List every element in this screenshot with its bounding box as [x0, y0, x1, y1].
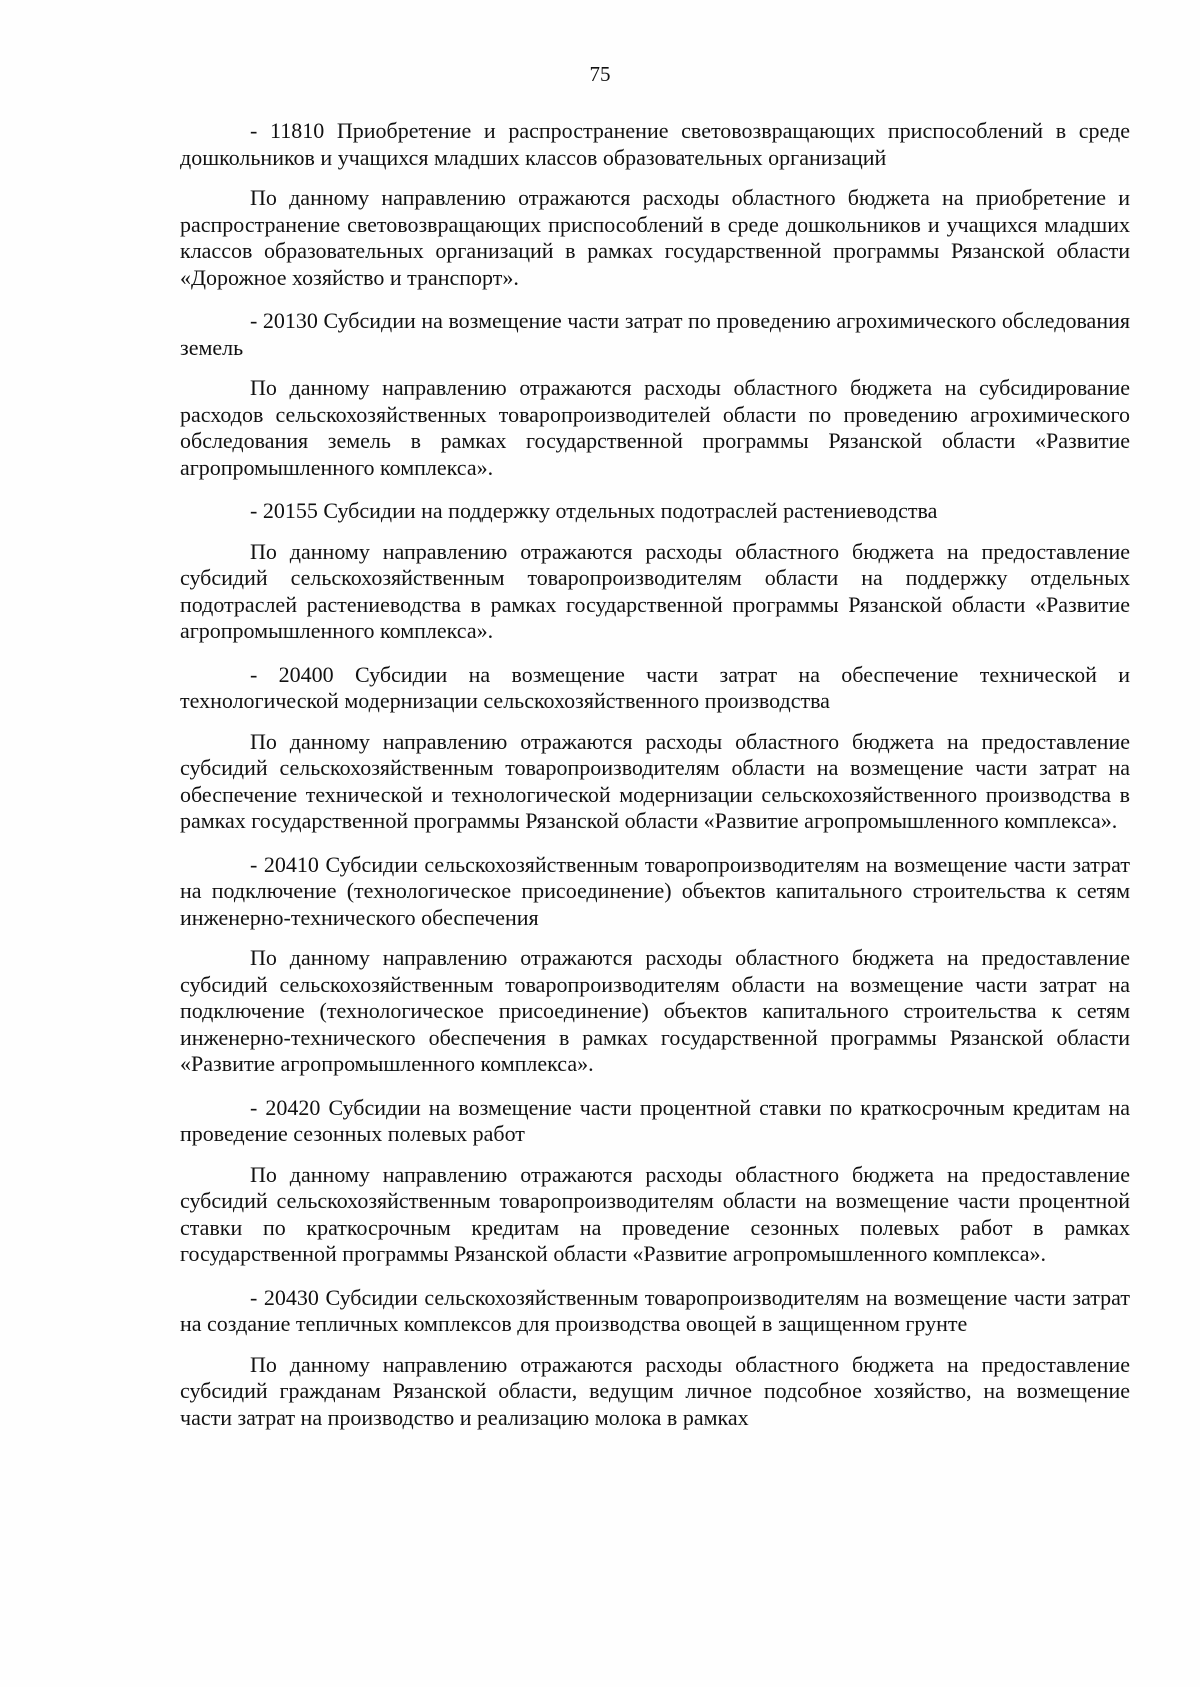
section-heading-20430: - 20430 Субсидии сельскохозяйственным товаропроизводителям на возмещение части затрат на создание тепличных комплексов для производства овощей в защищенном грунте: [180, 1284, 1130, 1336]
section-heading-11810: - 11810 Приобретение и распространение световозвращающих приспособлений в среде дошкольников и учащихся младших классов образовательных организаций: [180, 118, 1130, 170]
section-description-20400: По данному направлению отражаются расходы областного бюджета на предоставление субсидий сельскохозяйственным товаропроизводителям области на возмещение части затрат на обеспечение технической и технологической модернизации сельскохозяйственного производства в рамках государственной программы Рязанской области «Развитие агропромышленного комплекса».: [180, 728, 1130, 833]
section-description-20430: По данному направлению отражаются расходы областного бюджета на предоставление субсидий гражданам Рязанской области, ведущим личное подсобное хозяйство, на возмещение части затрат на производство и реализацию молока в рамках: [180, 1351, 1130, 1430]
section-description-20410: По данному направлению отражаются расходы областного бюджета на предоставление субсидий сельскохозяйственным товаропроизводителям области на возмещение части затрат на подключение (технологическое присоединение) объектов капитального строительства к сетям инженерно-технического обеспечения в рамках государственной программы Рязанской области «Развитие агропромышленного комплекса».: [180, 945, 1130, 1076]
section-description-11810: По данному направлению отражаются расходы областного бюджета на приобретение и распространение световозвращающих приспособлений в среде дошкольников и учащихся младших классов образовательных организаций в рамках государственной программы Рязанской области «Дорожное хозяйство и транспорт».: [180, 185, 1130, 290]
section-heading-20420: - 20420 Субсидии на возмещение части процентной ставки по краткосрочным кредитам на проведение сезонных полевых работ: [180, 1094, 1130, 1146]
document-body: [180, 118, 1130, 1431]
section-heading-20400: - 20400 Субсидии на возмещение части затрат на обеспечение технической и технологической модернизации сельскохозяйственного производства: [180, 661, 1130, 713]
section-heading-20410: - 20410 Субсидии сельскохозяйственным товаропроизводителям на возмещение части затрат на подключение (технологическое присоединение) объектов капитального строительства к сетям инженерно-технического обеспечения: [180, 851, 1130, 930]
section-description-20130: По данному направлению отражаются расходы областного бюджета на субсидирование расходов сельскохозяйственных товаропроизводителей области по проведению агрохимического обследования земель в рамках государственной программы Рязанской области «Развитие агропромышленного комплекса».: [180, 375, 1130, 480]
section-heading-20155: - 20155 Субсидии на поддержку отдельных подотраслей растениеводства: [250, 498, 938, 523]
page-number: 75: [589, 62, 611, 86]
section-heading-20130: - 20130 Субсидии на возмещение части затрат по проведению агрохимического обследования земель: [180, 308, 1130, 360]
section-description-20155: По данному направлению отражаются расходы областного бюджета на предоставление субсидий сельскохозяйственным товаропроизводителям области на поддержку отдельных подотраслей растениеводства в рамках государственной программы Рязанской области «Развитие агропромышленного комплекса».: [180, 538, 1130, 643]
section-description-20420: По данному направлению отражаются расходы областного бюджета на предоставление субсидий сельскохозяйственным товаропроизводителям области на возмещение части процентной ставки по краткосрочным кредитам на проведение сезонных полевых работ в рамках государственной программы Рязанской области «Развитие агропромышленного комплекса».: [180, 1161, 1130, 1266]
